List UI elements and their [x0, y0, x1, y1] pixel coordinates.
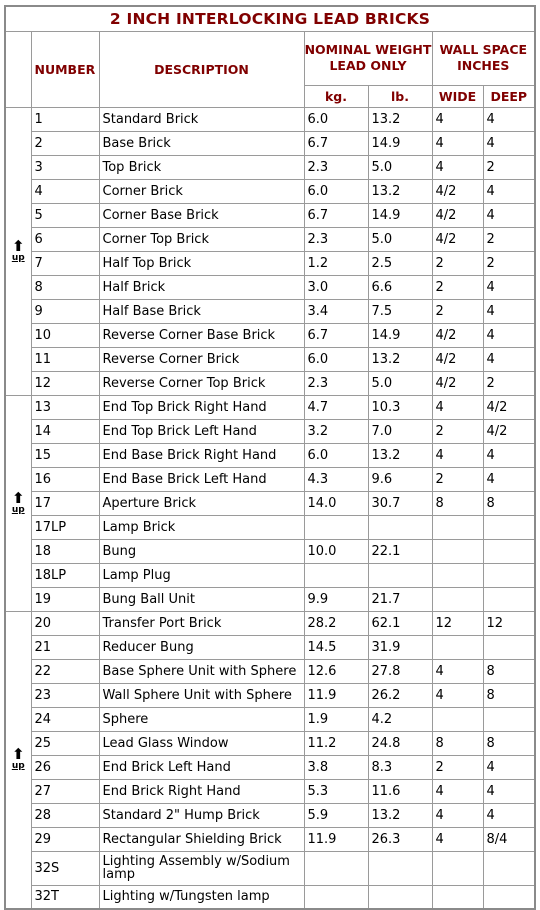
header-nominal-weight: NOMINAL WEIGHT LEAD ONLY	[304, 31, 432, 85]
lead-bricks-table	[4, 5, 536, 910]
item-weight-kg: 1.9	[304, 707, 368, 731]
item-number: 1	[31, 107, 99, 131]
item-weight-kg: 3.0	[304, 275, 368, 299]
item-wall-deep: 4	[483, 467, 535, 491]
table-row	[5, 371, 535, 395]
item-description: Reverse Corner Top Brick	[99, 371, 304, 395]
item-description: Lamp Plug	[99, 563, 304, 587]
item-weight-lb: 9.6	[368, 467, 432, 491]
table-row	[5, 659, 535, 683]
item-wall-deep: 8	[483, 731, 535, 755]
item-wall-wide	[432, 885, 483, 909]
item-wall-wide	[432, 635, 483, 659]
item-description: End Top Brick Right Hand	[99, 395, 304, 419]
table-row	[5, 539, 535, 563]
item-wall-wide: 4	[432, 155, 483, 179]
arrow-up-icon: ⬆	[11, 488, 25, 507]
item-number: 24	[31, 707, 99, 731]
table-row	[5, 755, 535, 779]
item-wall-deep: 4	[483, 755, 535, 779]
item-description: End Brick Right Hand	[99, 779, 304, 803]
item-description: Wall Sphere Unit with Sphere	[99, 683, 304, 707]
item-number: 32S	[31, 851, 99, 885]
table-row	[5, 683, 535, 707]
item-description: Bung	[99, 539, 304, 563]
item-wall-deep	[483, 563, 535, 587]
item-weight-kg: 6.0	[304, 107, 368, 131]
up-link-cell	[5, 395, 31, 611]
item-wall-deep: 4	[483, 299, 535, 323]
item-wall-wide: 4	[432, 443, 483, 467]
item-weight-kg: 4.3	[304, 467, 368, 491]
item-number: 25	[31, 731, 99, 755]
table-row	[5, 107, 535, 131]
item-description: Lead Glass Window	[99, 731, 304, 755]
arrow-up-icon: ⬆	[11, 236, 25, 255]
table-row	[5, 155, 535, 179]
item-wall-deep: 4/2	[483, 395, 535, 419]
header-description: DESCRIPTION	[99, 31, 304, 107]
item-wall-deep	[483, 515, 535, 539]
table-row	[5, 803, 535, 827]
item-wall-deep: 4	[483, 107, 535, 131]
item-description: Transfer Port Brick	[99, 611, 304, 635]
item-weight-lb: 7.5	[368, 299, 432, 323]
item-weight-kg: 1.2	[304, 251, 368, 275]
item-weight-kg: 3.2	[304, 419, 368, 443]
item-description: Aperture Brick	[99, 491, 304, 515]
item-weight-lb: 13.2	[368, 107, 432, 131]
item-weight-kg: 11.9	[304, 827, 368, 851]
item-wall-wide: 4/2	[432, 203, 483, 227]
table-title: 2 INCH INTERLOCKING LEAD BRICKS	[5, 6, 535, 31]
item-weight-lb: 10.3	[368, 395, 432, 419]
item-description: Half Base Brick	[99, 299, 304, 323]
item-number: 18	[31, 539, 99, 563]
item-weight-kg: 5.3	[304, 779, 368, 803]
item-wall-deep: 8	[483, 683, 535, 707]
item-description: Rectangular Shielding Brick	[99, 827, 304, 851]
item-weight-kg: 12.6	[304, 659, 368, 683]
item-description: Top Brick	[99, 155, 304, 179]
table-row	[5, 731, 535, 755]
table-row	[5, 443, 535, 467]
item-description: Bung Ball Unit	[99, 587, 304, 611]
item-wall-wide: 4/2	[432, 227, 483, 251]
item-wall-wide: 4	[432, 683, 483, 707]
item-weight-kg: 6.0	[304, 443, 368, 467]
item-weight-kg: 10.0	[304, 539, 368, 563]
item-description: Reducer Bung	[99, 635, 304, 659]
item-wall-wide	[432, 539, 483, 563]
item-wall-wide: 4/2	[432, 371, 483, 395]
header-deep: DEEP	[483, 85, 535, 107]
item-wall-wide: 2	[432, 419, 483, 443]
table-row	[5, 707, 535, 731]
item-wall-deep: 4	[483, 347, 535, 371]
item-weight-kg: 6.7	[304, 203, 368, 227]
item-wall-deep: 4	[483, 179, 535, 203]
item-weight-lb: 14.9	[368, 131, 432, 155]
item-wall-deep	[483, 851, 535, 885]
item-number: 18LP	[31, 563, 99, 587]
item-number: 10	[31, 323, 99, 347]
item-description: Sphere	[99, 707, 304, 731]
item-wall-wide: 4	[432, 395, 483, 419]
item-weight-lb: 11.6	[368, 779, 432, 803]
arrow-up-icon: ⬆	[11, 745, 25, 764]
item-number: 17LP	[31, 515, 99, 539]
item-number: 3	[31, 155, 99, 179]
item-wall-wide	[432, 851, 483, 885]
item-weight-lb: 13.2	[368, 803, 432, 827]
item-description: Standard Brick	[99, 107, 304, 131]
up-link-cell	[5, 611, 31, 909]
item-wall-deep: 4	[483, 779, 535, 803]
item-wall-deep: 8	[483, 491, 535, 515]
item-wall-wide: 4/2	[432, 179, 483, 203]
lead-bricks-table-container	[4, 5, 534, 910]
up-link[interactable]	[11, 236, 25, 263]
item-weight-kg: 2.3	[304, 227, 368, 251]
item-weight-lb: 5.0	[368, 155, 432, 179]
table-row	[5, 467, 535, 491]
header-wall-space: WALL SPACE INCHES	[432, 31, 535, 85]
table-row	[5, 851, 535, 885]
item-number: 14	[31, 419, 99, 443]
table-body	[5, 107, 535, 909]
item-wall-wide: 12	[432, 611, 483, 635]
table-row	[5, 635, 535, 659]
item-description: Corner Brick	[99, 179, 304, 203]
item-weight-kg: 6.7	[304, 131, 368, 155]
item-description: Reverse Corner Brick	[99, 347, 304, 371]
item-wall-deep: 8/4	[483, 827, 535, 851]
item-number: 23	[31, 683, 99, 707]
item-wall-wide	[432, 563, 483, 587]
item-description: Lighting Assembly w/Sodium lamp	[99, 851, 304, 885]
item-wall-wide: 4	[432, 131, 483, 155]
up-link[interactable]	[11, 488, 25, 515]
item-number: 8	[31, 275, 99, 299]
item-wall-deep: 4	[483, 131, 535, 155]
item-number: 28	[31, 803, 99, 827]
item-wall-wide: 2	[432, 755, 483, 779]
item-number: 22	[31, 659, 99, 683]
item-wall-wide: 4	[432, 659, 483, 683]
item-description: Half Top Brick	[99, 251, 304, 275]
header-lb: lb.	[368, 85, 432, 107]
item-weight-lb	[368, 851, 432, 885]
item-wall-wide: 2	[432, 467, 483, 491]
item-wall-wide: 8	[432, 731, 483, 755]
item-wall-deep: 4/2	[483, 419, 535, 443]
item-wall-wide: 4	[432, 779, 483, 803]
item-number: 27	[31, 779, 99, 803]
item-weight-kg: 11.9	[304, 683, 368, 707]
item-number: 9	[31, 299, 99, 323]
item-wall-deep: 4	[483, 203, 535, 227]
item-number: 2	[31, 131, 99, 155]
item-number: 6	[31, 227, 99, 251]
item-wall-wide	[432, 587, 483, 611]
item-description: Standard 2" Hump Brick	[99, 803, 304, 827]
item-number: 5	[31, 203, 99, 227]
table-row	[5, 203, 535, 227]
item-weight-lb: 7.0	[368, 419, 432, 443]
table-row	[5, 491, 535, 515]
table-row	[5, 419, 535, 443]
table-row	[5, 227, 535, 251]
item-wall-deep: 2	[483, 155, 535, 179]
table-row	[5, 563, 535, 587]
item-weight-lb: 31.9	[368, 635, 432, 659]
item-wall-deep	[483, 587, 535, 611]
item-weight-lb: 5.0	[368, 227, 432, 251]
table-row	[5, 611, 535, 635]
item-wall-wide: 4/2	[432, 323, 483, 347]
table-row	[5, 323, 535, 347]
item-weight-kg	[304, 885, 368, 909]
item-weight-kg: 14.0	[304, 491, 368, 515]
item-wall-deep	[483, 539, 535, 563]
table-row	[5, 587, 535, 611]
item-wall-deep: 2	[483, 371, 535, 395]
item-weight-kg: 6.7	[304, 323, 368, 347]
item-weight-kg: 3.8	[304, 755, 368, 779]
item-weight-kg	[304, 515, 368, 539]
table-row	[5, 131, 535, 155]
item-description: Corner Top Brick	[99, 227, 304, 251]
item-wall-deep	[483, 885, 535, 909]
item-weight-kg	[304, 563, 368, 587]
item-weight-kg: 28.2	[304, 611, 368, 635]
item-number: 16	[31, 467, 99, 491]
item-weight-kg: 3.4	[304, 299, 368, 323]
item-wall-wide: 4	[432, 803, 483, 827]
item-weight-lb: 26.2	[368, 683, 432, 707]
item-weight-lb: 14.9	[368, 203, 432, 227]
header-kg: kg.	[304, 85, 368, 107]
item-weight-lb: 24.8	[368, 731, 432, 755]
item-description: Lamp Brick	[99, 515, 304, 539]
item-wall-wide: 4/2	[432, 347, 483, 371]
item-wall-deep: 12	[483, 611, 535, 635]
item-wall-wide	[432, 515, 483, 539]
item-weight-kg: 2.3	[304, 371, 368, 395]
item-weight-kg: 6.0	[304, 179, 368, 203]
item-wall-deep: 4	[483, 323, 535, 347]
item-weight-lb	[368, 885, 432, 909]
table-row	[5, 885, 535, 909]
item-weight-lb: 4.2	[368, 707, 432, 731]
item-number: 32T	[31, 885, 99, 909]
item-weight-kg	[304, 851, 368, 885]
table-row	[5, 179, 535, 203]
item-weight-kg: 4.7	[304, 395, 368, 419]
header-wide: WIDE	[432, 85, 483, 107]
item-weight-kg: 11.2	[304, 731, 368, 755]
item-wall-wide	[432, 707, 483, 731]
item-weight-lb: 22.1	[368, 539, 432, 563]
item-wall-deep: 2	[483, 251, 535, 275]
item-description: Reverse Corner Base Brick	[99, 323, 304, 347]
item-weight-lb: 5.0	[368, 371, 432, 395]
table-row	[5, 827, 535, 851]
item-number: 20	[31, 611, 99, 635]
item-description: Corner Base Brick	[99, 203, 304, 227]
item-wall-wide: 8	[432, 491, 483, 515]
item-number: 26	[31, 755, 99, 779]
item-description: End Brick Left Hand	[99, 755, 304, 779]
item-wall-deep	[483, 707, 535, 731]
item-wall-deep	[483, 635, 535, 659]
item-number: 13	[31, 395, 99, 419]
table-row	[5, 251, 535, 275]
header-spacer	[5, 31, 31, 107]
item-description: End Top Brick Left Hand	[99, 419, 304, 443]
item-wall-deep: 2	[483, 227, 535, 251]
item-weight-kg: 5.9	[304, 803, 368, 827]
item-weight-lb	[368, 563, 432, 587]
item-weight-kg: 9.9	[304, 587, 368, 611]
item-number: 4	[31, 179, 99, 203]
item-number: 7	[31, 251, 99, 275]
item-weight-lb: 13.2	[368, 443, 432, 467]
item-description: End Base Brick Left Hand	[99, 467, 304, 491]
up-link-label: up	[11, 504, 25, 515]
item-weight-lb: 6.6	[368, 275, 432, 299]
up-link-label: up	[11, 252, 25, 263]
item-number: 29	[31, 827, 99, 851]
item-weight-kg: 2.3	[304, 155, 368, 179]
item-number: 11	[31, 347, 99, 371]
item-wall-wide: 2	[432, 275, 483, 299]
item-wall-wide: 2	[432, 251, 483, 275]
table-row	[5, 299, 535, 323]
item-number: 12	[31, 371, 99, 395]
item-description: Base Brick	[99, 131, 304, 155]
table-row	[5, 395, 535, 419]
item-wall-deep: 4	[483, 443, 535, 467]
item-weight-lb: 14.9	[368, 323, 432, 347]
table-row	[5, 347, 535, 371]
header-number: NUMBER	[31, 31, 99, 107]
up-link-cell	[5, 107, 31, 395]
item-wall-deep: 8	[483, 659, 535, 683]
item-description: Lighting w/Tungsten lamp	[99, 885, 304, 909]
item-description: Base Sphere Unit with Sphere	[99, 659, 304, 683]
item-weight-lb: 13.2	[368, 179, 432, 203]
table-row	[5, 515, 535, 539]
item-number: 17	[31, 491, 99, 515]
item-number: 15	[31, 443, 99, 467]
item-weight-lb: 26.3	[368, 827, 432, 851]
item-wall-wide: 4	[432, 107, 483, 131]
item-number: 19	[31, 587, 99, 611]
item-wall-deep: 4	[483, 803, 535, 827]
up-link[interactable]	[12, 747, 25, 771]
item-weight-lb: 8.3	[368, 755, 432, 779]
item-weight-lb: 62.1	[368, 611, 432, 635]
item-weight-kg: 6.0	[304, 347, 368, 371]
item-weight-lb: 13.2	[368, 347, 432, 371]
item-number: 21	[31, 635, 99, 659]
item-description: End Base Brick Right Hand	[99, 443, 304, 467]
item-weight-kg: 14.5	[304, 635, 368, 659]
item-description: Half Brick	[99, 275, 304, 299]
up-link-label: up	[11, 761, 25, 772]
item-weight-lb: 30.7	[368, 491, 432, 515]
item-weight-lb	[368, 515, 432, 539]
item-wall-deep: 4	[483, 275, 535, 299]
table-row	[5, 275, 535, 299]
table-row	[5, 779, 535, 803]
item-weight-lb: 2.5	[368, 251, 432, 275]
item-wall-wide: 4	[432, 827, 483, 851]
item-wall-wide: 2	[432, 299, 483, 323]
item-weight-lb: 21.7	[368, 587, 432, 611]
item-weight-lb: 27.8	[368, 659, 432, 683]
